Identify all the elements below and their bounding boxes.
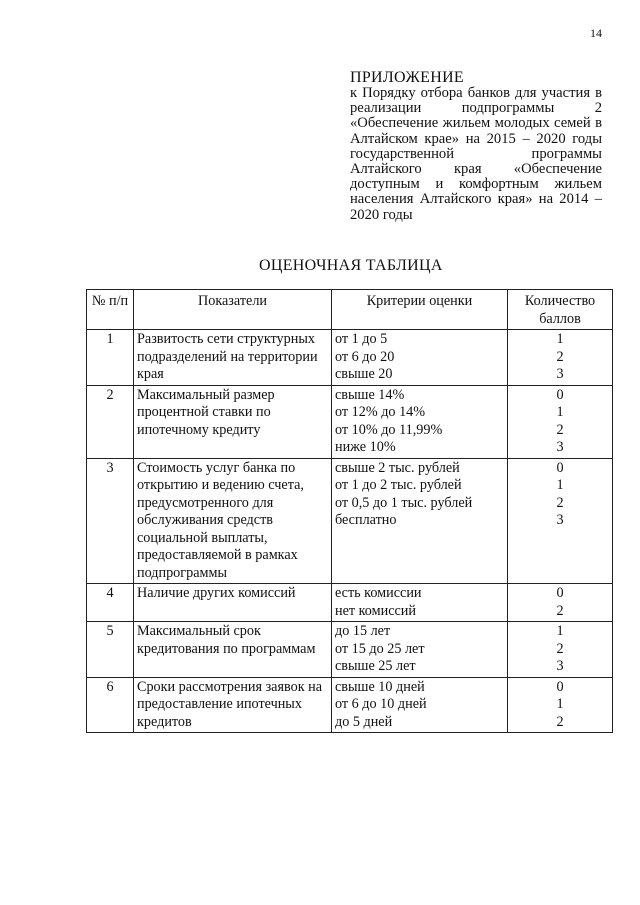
points-item: 2: [556, 421, 564, 438]
criterion-item: от 10% до 11,99%: [335, 421, 443, 438]
points-item: 3: [556, 439, 564, 455]
criterion-item: свыше 10 дней: [335, 678, 425, 695]
criteria-cell: [332, 458, 508, 584]
indicator-cell: Стоимость услуг банка по открытию и ведению счета, предусмотренного для обслуживания средств социальной выплаты, предоставляемой в рамках подпрограммы: [134, 458, 332, 584]
points-item: 0: [556, 585, 564, 601]
table-row: [87, 622, 613, 678]
indicator-cell: Максимальный размер процентной ставки по ипотечному кредиту: [134, 385, 332, 458]
appendix-block: [350, 70, 602, 223]
appendix-text: к Порядку отбора банков для участия в реализации подпрограммы 2 «Обеспечение жильем молодых семей в Алтайском крае» на 2015 – 2020 годы государственной программы Алтайского края «Обеспечение доступным и комфортным жильем населения Алтайского края» на 2014 – 2020 годы: [350, 85, 602, 223]
criterion-item: свыше 25 лет: [335, 658, 416, 674]
header-points: Количество баллов: [508, 290, 613, 330]
points-cell: [508, 677, 613, 733]
criterion-item: от 1 до 2 тыс. рублей: [335, 477, 462, 493]
header-criteria: Критерии оценки: [332, 290, 508, 330]
row-number: 2: [87, 385, 134, 458]
criterion-item: есть комиссии: [335, 585, 422, 601]
table-header-row: [87, 290, 613, 330]
points-item: 3: [556, 658, 564, 674]
criterion-item: нет комиссий: [335, 602, 416, 619]
table-row: [87, 330, 613, 386]
appendix-title: ПРИЛОЖЕНИЕ: [350, 69, 465, 86]
points-item: 0: [556, 678, 564, 695]
criteria-cell: [332, 584, 508, 622]
row-number: 5: [87, 622, 134, 678]
criterion-item: от 6 до 10 дней: [335, 696, 427, 712]
points-item: 1: [556, 477, 564, 493]
table-row: [87, 385, 613, 458]
criterion-item: ниже 10%: [335, 439, 396, 455]
criterion-item: от 0,5 до 1 тыс. рублей: [335, 494, 473, 511]
points-item: 1: [556, 696, 564, 712]
points-item: 1: [556, 331, 564, 347]
points-item: 2: [556, 348, 564, 365]
points-cell: [508, 385, 613, 458]
points-item: 0: [556, 459, 564, 476]
criterion-item: от 1 до 5: [335, 331, 388, 347]
points-cell: [508, 330, 613, 386]
criterion-item: до 5 дней: [335, 713, 393, 730]
points-item: 0: [556, 386, 564, 403]
criteria-cell: [332, 330, 508, 386]
points-item: 1: [556, 404, 564, 420]
table-row: [87, 458, 613, 584]
criteria-cell: [332, 622, 508, 678]
row-number: 4: [87, 584, 134, 622]
assessment-table: [86, 289, 613, 733]
criteria-cell: [332, 677, 508, 733]
points-cell: [508, 584, 613, 622]
points-item: 1: [556, 623, 564, 639]
points-cell: [508, 622, 613, 678]
table-title: ОЦЕНОЧНАЯ ТАБЛИЦА: [259, 257, 443, 274]
points-item: 2: [556, 494, 564, 511]
points-cell: [508, 458, 613, 584]
criterion-item: свыше 20: [335, 366, 393, 382]
header-number: № п/п: [87, 290, 134, 330]
row-number: 6: [87, 677, 134, 733]
indicator-cell: Развитость сети структурных подразделений на территории края: [134, 330, 332, 386]
criterion-item: от 15 до 25 лет: [335, 640, 425, 657]
table-row: [87, 677, 613, 733]
criteria-cell: [332, 385, 508, 458]
points-item: 3: [556, 366, 564, 382]
points-item: 2: [556, 602, 564, 619]
criterion-item: свыше 2 тыс. рублей: [335, 459, 460, 476]
table-row: [87, 584, 613, 622]
header-indicators: Показатели: [134, 290, 332, 330]
row-number: 3: [87, 458, 134, 584]
criterion-item: свыше 14%: [335, 386, 405, 403]
indicator-cell: Максимальный срок кредитования по программам: [134, 622, 332, 678]
criterion-item: от 12% до 14%: [335, 404, 426, 420]
criterion-item: от 6 до 20: [335, 348, 395, 365]
criterion-item: бесплатно: [335, 512, 397, 528]
criterion-item: до 15 лет: [335, 623, 391, 639]
points-item: 3: [556, 512, 564, 528]
indicator-cell: Сроки рассмотрения заявок на предоставление ипотечных кредитов: [134, 677, 332, 733]
points-item: 2: [556, 640, 564, 657]
page-number: 14: [590, 26, 602, 40]
row-number: 1: [87, 330, 134, 386]
points-item: 2: [556, 713, 564, 730]
indicator-cell: Наличие других комиссий: [134, 584, 332, 622]
